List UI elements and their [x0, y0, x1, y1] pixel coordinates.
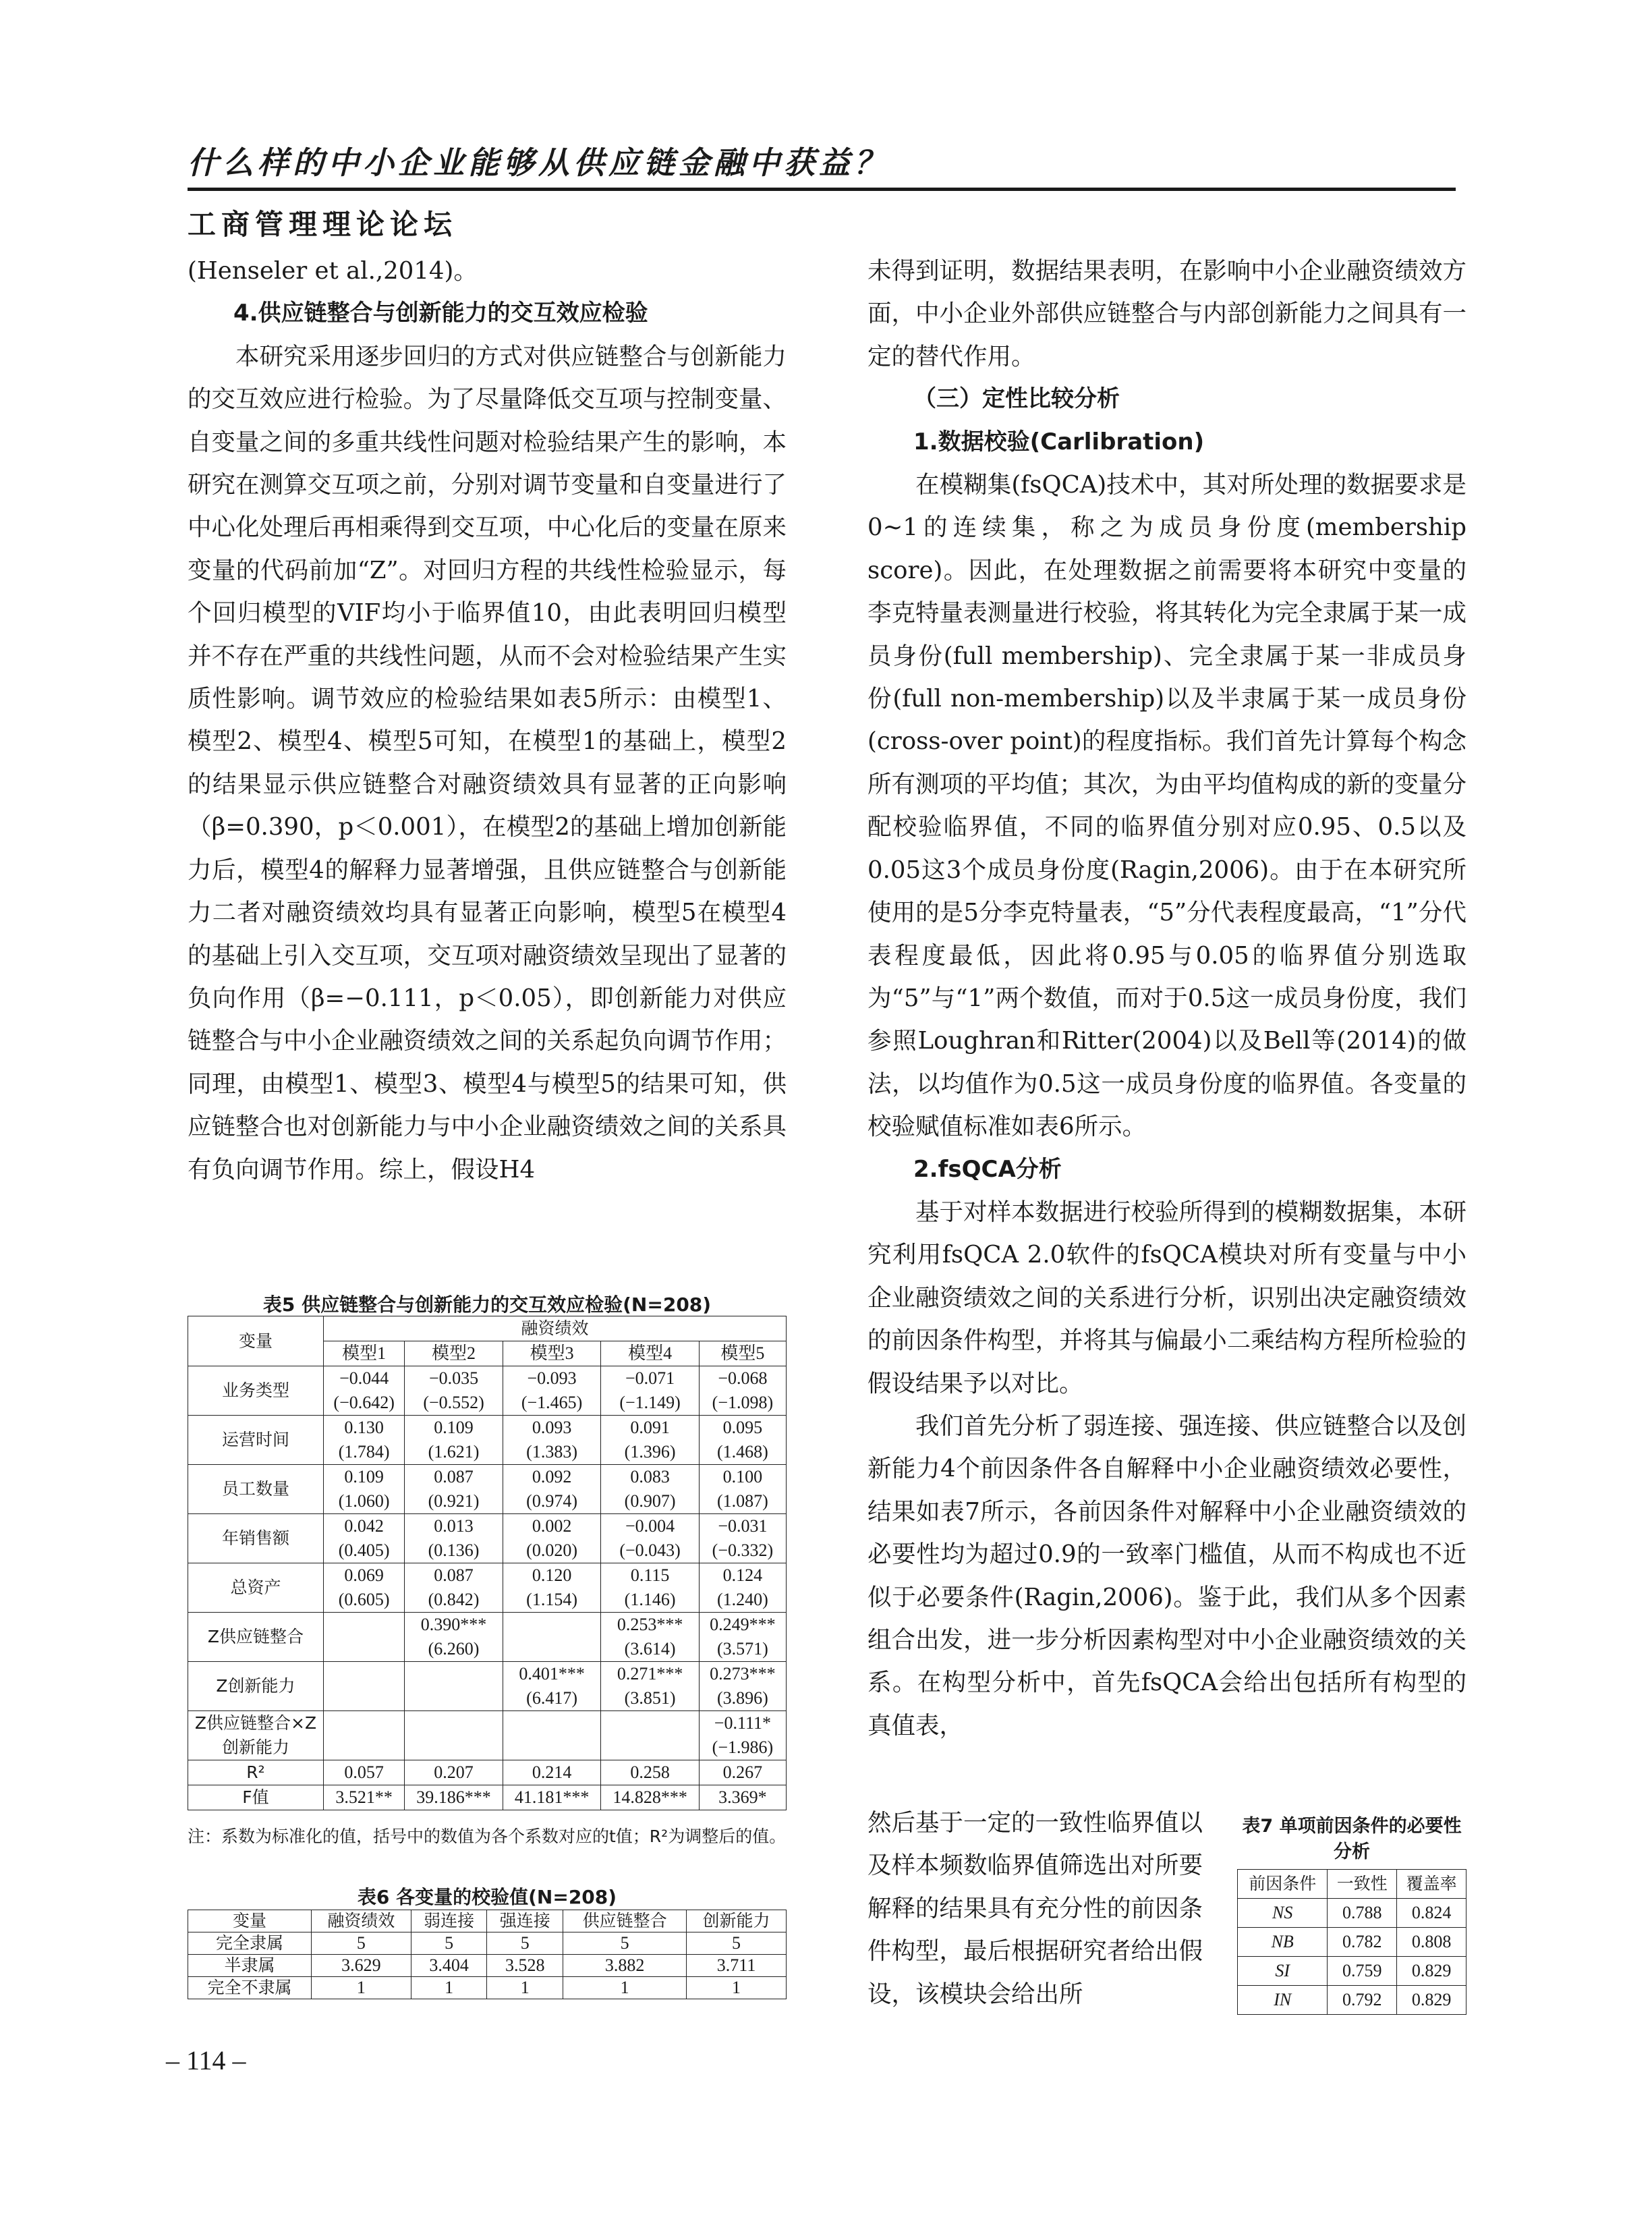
- coefficient-value: 0.042: [344, 1516, 384, 1536]
- table5-model-header: 模型1: [324, 1341, 405, 1366]
- t-value: (1.060): [338, 1491, 390, 1511]
- t-value: (−1.149): [619, 1393, 681, 1412]
- table-row: [1238, 1899, 1466, 1928]
- table-row: [188, 1977, 787, 1999]
- table-cell: 3.521**: [324, 1785, 405, 1810]
- subsection-heading-2: 2.fsQCA分析: [913, 1155, 1062, 1183]
- table-cell: [503, 1465, 601, 1514]
- table-cell: 0.829: [1397, 1957, 1466, 1986]
- coefficient-value: −0.044: [339, 1368, 389, 1388]
- table-cell: 0.788: [1328, 1899, 1397, 1928]
- subsection-heading-1: 1.数据校验(Carlibration): [913, 428, 1205, 455]
- table-cell: 5: [312, 1932, 411, 1955]
- section-heading-4: 4.供应链整合与创新能力的交互效应检验: [233, 300, 648, 327]
- t-value: (1.383): [526, 1442, 577, 1462]
- table-cell: [503, 1662, 601, 1711]
- table7-header: 前因条件: [1238, 1870, 1328, 1899]
- coefficient-value: 0.083: [630, 1467, 670, 1486]
- t-value: (0.907): [624, 1491, 676, 1511]
- table-row: [188, 1955, 787, 1977]
- table6-header: 供应链整合: [563, 1910, 687, 1932]
- t-value: (−0.332): [712, 1540, 774, 1560]
- paragraph: 本研究采用逐步回归的方式对供应链整合与创新能力的交互效应进行检验。为了尽量降低交互项与控制变量、自变量之间的多重共线性问题对检验结果产生的影响，本研究在测算交互项之前，分别对调节变量和自变量进行了中心化处理后再相乘得到交互项，中心化后的变量在原来变量的代码前加“Z”。对回归方程的共线性检验显示，每个回归模型的VIF均小于临界值10，由此表明回归模型并不存在严重的共线性问题，从而不会对检验结果产生实质性影响。调节效应的检验结果如表5所示：由模型1、模型2、模型4、模型5可知，在模型1的基础上，模型2的结果显示供应链整合对融资绩效具有显著的正向影响（β=0.390，p＜0.001），在模型2的基础上增加创新能力后，模型4的解释力显著增强，且供应链整合与创新能力二者对融资绩效均具有显著正向影响，模型5在模型4的基础上引入交互项，交互项对融资绩效呈现出了显著的负向作用（β=−0.111，p＜0.05），即创新能力对供应链整合与中小企业融资绩效之间的关系起负向调节作用；同理，由模型1、模型3、模型4与模型5的结果可知，供应链整合也对创新能力与中小企业融资绩效之间的关系具有负向调节作用。综上，假设H4: [188, 342, 787, 1184]
- coefficient-value: −0.004: [625, 1516, 675, 1536]
- coefficient-value: 0.120: [532, 1565, 572, 1585]
- t-value: (1.784): [338, 1442, 390, 1462]
- table-cell: [601, 1711, 700, 1760]
- wrapped-paragraph: [867, 1802, 1225, 2015]
- table-cell: [699, 1514, 786, 1563]
- table-row: [188, 1711, 787, 1760]
- table-cell: [405, 1465, 503, 1514]
- table5-row-label: 运营时间: [188, 1416, 324, 1465]
- t-value: (3.571): [717, 1639, 768, 1659]
- table-cell: [601, 1514, 700, 1563]
- coefficient-value: 0.013: [434, 1516, 474, 1536]
- table7-header: 覆盖率: [1397, 1870, 1466, 1899]
- coefficient-value: 0.100: [722, 1467, 763, 1486]
- table7-condition: SI: [1238, 1957, 1328, 1986]
- coefficient-value: 0.093: [532, 1418, 572, 1437]
- t-value: (1.154): [526, 1590, 577, 1609]
- table-row: [1238, 1957, 1466, 1986]
- table5-note: 注：系数为标准化的值，括号中的数值为各个系数对应的t值；R²为调整后的值。: [188, 1827, 787, 1846]
- coefficient-value: −0.031: [718, 1516, 768, 1536]
- t-value: (1.240): [717, 1590, 768, 1609]
- table-cell: 3.629: [312, 1955, 411, 1977]
- table6-header: 弱连接: [411, 1910, 487, 1932]
- table-cell: 0.267: [699, 1760, 786, 1785]
- t-value: (6.260): [428, 1639, 480, 1659]
- table6-header: 强连接: [487, 1910, 563, 1932]
- table-cell: [324, 1613, 405, 1662]
- table-cell: 0.207: [405, 1760, 503, 1785]
- t-value: (0.921): [428, 1491, 480, 1511]
- t-value: (1.396): [624, 1442, 676, 1462]
- table-cell: [324, 1711, 405, 1760]
- table7: [1237, 1869, 1466, 2015]
- table-cell: [405, 1563, 503, 1613]
- left-column: [188, 250, 787, 1191]
- table-cell: 0.782: [1328, 1928, 1397, 1957]
- t-value: (0.974): [526, 1491, 577, 1511]
- table5: [188, 1316, 787, 1810]
- coefficient-value: 0.115: [630, 1565, 670, 1585]
- table7-condition: NS: [1238, 1899, 1328, 1928]
- table5-var-header: 变量: [188, 1316, 324, 1366]
- coefficient-value: 0.130: [344, 1418, 384, 1437]
- coefficient-value: 0.002: [532, 1516, 572, 1536]
- header-rule: [188, 188, 1456, 191]
- table-cell: [699, 1416, 786, 1465]
- table-cell: [503, 1366, 601, 1416]
- table7-condition: NB: [1238, 1928, 1328, 1957]
- table-cell: 14.828***: [601, 1785, 700, 1810]
- table6-row-label: 完全隶属: [188, 1932, 312, 1955]
- table-cell: 41.181***: [503, 1785, 601, 1810]
- t-value: (−0.642): [333, 1393, 395, 1412]
- coefficient-value: −0.068: [718, 1368, 768, 1388]
- table-cell: [601, 1613, 700, 1662]
- table-cell: 5: [411, 1932, 487, 1955]
- coefficient-value: −0.035: [428, 1368, 479, 1388]
- table5-group-header: 融资绩效: [324, 1316, 787, 1341]
- coefficient-value: 0.124: [722, 1565, 763, 1585]
- table-cell: [601, 1465, 700, 1514]
- table-cell: 39.186***: [405, 1785, 503, 1810]
- table5-row-label: F值: [188, 1785, 324, 1810]
- coefficient-value: 0.271***: [617, 1664, 683, 1684]
- table-row: [188, 1416, 787, 1465]
- table5-model-header: 模型5: [699, 1341, 786, 1366]
- coefficient-value: 0.087: [434, 1565, 474, 1585]
- table-cell: 3.711: [687, 1955, 787, 1977]
- table5-caption: 表5 供应链整合与创新能力的交互效应检验(N=208): [262, 1293, 712, 1316]
- t-value: (−1.986): [712, 1737, 774, 1757]
- table-cell: 1: [312, 1977, 411, 1999]
- table-cell: 0.824: [1397, 1899, 1466, 1928]
- table5-row-label: Z供应链整合×Z创新能力: [188, 1711, 324, 1760]
- table-cell: [405, 1613, 503, 1662]
- table6-header: 变量: [188, 1910, 312, 1932]
- table-cell: 0.829: [1397, 1986, 1466, 2015]
- page-number: – 114 –: [166, 2045, 246, 2076]
- table-cell: [503, 1416, 601, 1465]
- table-cell: [503, 1563, 601, 1613]
- table7-header: 一致性: [1328, 1870, 1397, 1899]
- table-cell: 1: [687, 1977, 787, 1999]
- table-cell: [324, 1416, 405, 1465]
- t-value: (−1.465): [521, 1393, 583, 1412]
- table-row: [188, 1563, 787, 1613]
- table-cell: 0.214: [503, 1760, 601, 1785]
- journal-section-name: 工商管理理论论坛: [188, 208, 458, 241]
- table-cell: 5: [563, 1932, 687, 1955]
- table-cell: [699, 1711, 786, 1760]
- t-value: (6.417): [526, 1688, 577, 1708]
- table-row: [188, 1932, 787, 1955]
- t-value: (1.146): [624, 1590, 676, 1609]
- table-cell: [405, 1662, 503, 1711]
- coefficient-value: 0.390***: [420, 1615, 487, 1634]
- table-cell: [324, 1366, 405, 1416]
- table-row: [188, 1514, 787, 1563]
- coefficient-value: 0.109: [434, 1418, 474, 1437]
- table6-row-label: 半隶属: [188, 1955, 312, 1977]
- t-value: (0.020): [526, 1540, 577, 1560]
- table-cell: [405, 1711, 503, 1760]
- t-value: (−1.098): [712, 1393, 774, 1412]
- t-value: (3.614): [624, 1639, 676, 1659]
- table-cell: 5: [487, 1932, 563, 1955]
- table-cell: [405, 1366, 503, 1416]
- journal-article-title: 什么样的中小企业能够从供应链金融中获益？: [188, 144, 889, 181]
- table-cell: [601, 1662, 700, 1711]
- table-cell: 1: [563, 1977, 687, 1999]
- right-column: [867, 250, 1466, 1747]
- table7-condition: IN: [1238, 1986, 1328, 2015]
- t-value: (0.842): [428, 1590, 480, 1609]
- table-row: [1238, 1986, 1466, 2015]
- t-value: (−0.552): [423, 1393, 484, 1412]
- table-row: [188, 1760, 787, 1785]
- table-cell: [324, 1514, 405, 1563]
- paragraph: 在模糊集(fsQCA)技术中，其对所处理的数据要求是0~1的连续集，称之为成员身份度(membership score)。因此，在处理数据之前需要将本研究中变量的李克特量表测量进行校验，将其转化为完全隶属于某一成员身份(full membership)、完全隶属于某一非成员身份(full non-membership)以及半隶属于某一成员身份(cross-over point)的程度指标。我们首先计算每个构念所有测项的平均值；其次，为由平均值构成的新的变量分配校验临界值，不同的临界值分别对应0.95、0.5以及0.05这3个成员身份度(Ragin,2006)。由于在本研究所使用的是5分李克特量表，“5”分代表程度最高，“1”分代表程度最低，因此将0.95与0.05的临界值分别选取为“5”与“1”两个数值，而对于0.5这一成员身份度，我们参照Loughran和Ritter(2004)以及Bell等(2014)的做法，以均值作为0.5这一成员身份度的临界值。各变量的校验赋值标准如表6所示。: [867, 471, 1466, 1141]
- table-cell: 0.057: [324, 1760, 405, 1785]
- table6-header: 创新能力: [687, 1910, 787, 1932]
- table-cell: [503, 1514, 601, 1563]
- table-cell: 1: [487, 1977, 563, 1999]
- table-cell: 3.369*: [699, 1785, 786, 1810]
- table-row: [188, 1785, 787, 1810]
- table-cell: [324, 1563, 405, 1613]
- table-cell: [699, 1563, 786, 1613]
- table-cell: 3.528: [487, 1955, 563, 1977]
- table5-row-label: R²: [188, 1760, 324, 1785]
- table5-model-header: 模型4: [601, 1341, 700, 1366]
- coefficient-value: 0.249***: [710, 1615, 776, 1634]
- table5-row-label: Z供应链整合: [188, 1613, 324, 1662]
- table5-row-label: 年销售额: [188, 1514, 324, 1563]
- coefficient-value: −0.071: [625, 1368, 675, 1388]
- table-cell: 0.258: [601, 1760, 700, 1785]
- table6: [188, 1910, 787, 1999]
- table-row: [188, 1465, 787, 1514]
- table5-model-header: 模型2: [405, 1341, 503, 1366]
- table-cell: 0.808: [1397, 1928, 1466, 1957]
- table-cell: [503, 1711, 601, 1760]
- table6-row-label: 完全不隶属: [188, 1977, 312, 1999]
- t-value: (0.605): [338, 1590, 390, 1609]
- t-value: (1.621): [428, 1442, 480, 1462]
- coefficient-value: 0.273***: [710, 1664, 776, 1684]
- coefficient-value: 0.087: [434, 1467, 474, 1486]
- table-cell: [405, 1514, 503, 1563]
- table-cell: [601, 1366, 700, 1416]
- coefficient-value: −0.111*: [714, 1713, 772, 1733]
- t-value: (1.087): [717, 1491, 768, 1511]
- table-row: [188, 1662, 787, 1711]
- coefficient-value: 0.095: [722, 1418, 763, 1437]
- t-value: (1.468): [717, 1442, 768, 1462]
- table-cell: [699, 1662, 786, 1711]
- table-cell: 0.792: [1328, 1986, 1397, 2015]
- t-value: (0.405): [338, 1540, 390, 1560]
- table5-row-label: 总资产: [188, 1563, 324, 1613]
- coefficient-value: 0.109: [344, 1467, 384, 1486]
- table5-row-label: Z创新能力: [188, 1662, 324, 1711]
- coefficient-value: 0.253***: [617, 1615, 683, 1634]
- table-row: [188, 1366, 787, 1416]
- table-cell: 3.404: [411, 1955, 487, 1977]
- t-value: (0.136): [428, 1540, 480, 1560]
- coefficient-value: 0.069: [344, 1565, 384, 1585]
- table-cell: [601, 1416, 700, 1465]
- table-cell: 1: [411, 1977, 487, 1999]
- section-heading-3: （三）定性比较分析: [913, 385, 1120, 413]
- table7-caption: 表7 单项前因条件的必要性分析: [1242, 1816, 1462, 1862]
- table-cell: [699, 1366, 786, 1416]
- t-value: (3.896): [717, 1688, 768, 1708]
- coefficient-value: −0.093: [527, 1368, 577, 1388]
- table-cell: 3.882: [563, 1955, 687, 1977]
- paragraph: 我们首先分析了弱连接、强连接、供应链整合以及创新能力4个前因条件各自解释中小企业融资绩效必要性，结果如表7所示，各前因条件对解释中小企业融资绩效的必要性均为超过0.9的一致率门槛值，从而不构成也不近似于必要条件(Ragin,2006)。鉴于此，我们从多个因素组合出发，进一步分析因素构型对中小企业融资绩效的关系。在构型分析中，首先fsQCA会给出包括所有构型的真值表，: [867, 1412, 1466, 1740]
- table6-caption: 表6 各变量的校验值(N=208): [357, 1886, 617, 1908]
- table-cell: 0.759: [1328, 1957, 1397, 1986]
- coefficient-value: 0.091: [630, 1418, 670, 1437]
- table-cell: [601, 1563, 700, 1613]
- citation-continuation: (Henseler et al.,2014)。: [188, 257, 478, 285]
- table-cell: 5: [687, 1932, 787, 1955]
- table-row: [1238, 1928, 1466, 1957]
- table6-header: 融资绩效: [312, 1910, 411, 1932]
- paragraph: 未得到证明，数据结果表明，在影响中小企业融资绩效方面，中小企业外部供应链整合与内部创新能力之间具有一定的替代作用。: [867, 257, 1466, 370]
- table5-row-label: 员工数量: [188, 1465, 324, 1514]
- t-value: (3.851): [624, 1688, 676, 1708]
- coefficient-value: 0.092: [532, 1467, 572, 1486]
- table5-model-header: 模型3: [503, 1341, 601, 1366]
- table-cell: [699, 1465, 786, 1514]
- paragraph: 然后基于一定的一致性临界值以及样本频数临界值筛选出对所要解释的结果具有充分性的前因条件构型，最后根据研究者给出假设，该模块会给出所: [867, 1809, 1203, 2008]
- t-value: (−0.043): [619, 1540, 681, 1560]
- coefficient-value: 0.401***: [519, 1664, 585, 1684]
- paragraph: 基于对样本数据进行校验所得到的模糊数据集，本研究利用fsQCA 2.0软件的fsQCA模块对所有变量与中小企业融资绩效之间的关系进行分析，识别出决定融资绩效的前因条件构型，并将其与偏最小二乘结构方程所检验的假设结果予以对比。: [867, 1198, 1466, 1397]
- table5-row-label: 业务类型: [188, 1366, 324, 1416]
- table-cell: [324, 1465, 405, 1514]
- table-cell: [699, 1613, 786, 1662]
- table-cell: [503, 1613, 601, 1662]
- table-cell: [405, 1416, 503, 1465]
- table-cell: [324, 1662, 405, 1711]
- table-row: [188, 1613, 787, 1662]
